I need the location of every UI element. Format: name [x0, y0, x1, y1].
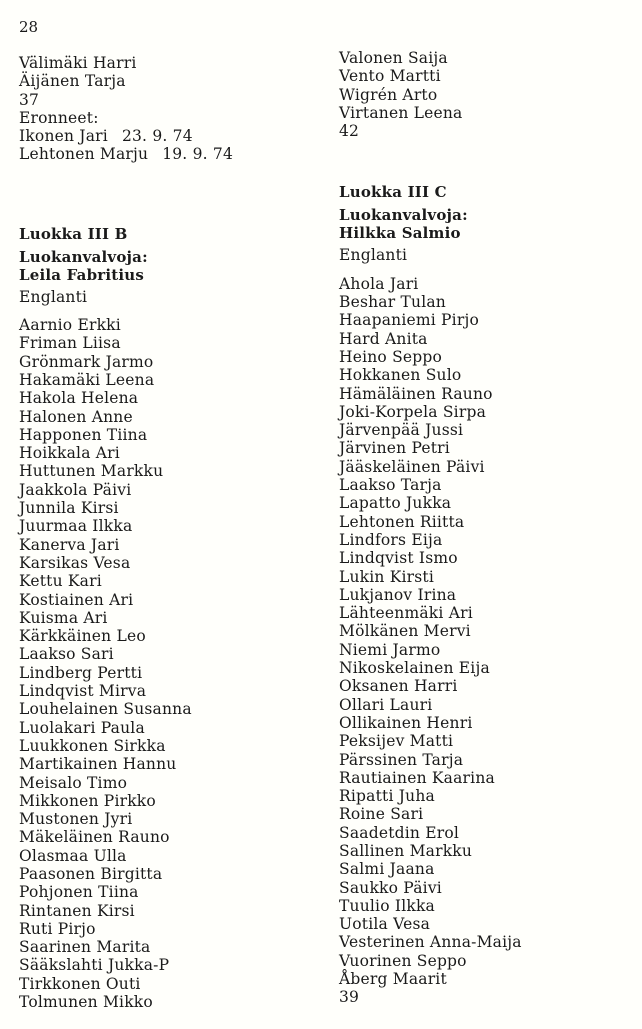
class-count: 39 — [339, 988, 360, 1007]
student-name: Roine Sari — [339, 805, 424, 824]
student-name: Ollari Lauri — [339, 695, 433, 714]
list-item: Wigrén Arto — [339, 85, 438, 104]
student-name: Kärkkäinen Leo — [19, 627, 146, 646]
student-name: Mustonen Jyri — [19, 810, 133, 829]
student-name: Hämäläinen Rauno — [339, 384, 493, 403]
class-title: Luokka III B — [19, 224, 128, 243]
withdrawn-label: Eronneet: — [19, 108, 99, 127]
withdrawn-date: 19. 9. 74 — [162, 145, 234, 164]
student-list — [339, 275, 629, 989]
student-name: Mikkonen Pirkko — [19, 791, 156, 810]
withdrawn-item — [19, 145, 319, 163]
student-name: Saarinen Marita — [19, 938, 151, 957]
student-name: Sallinen Markku — [339, 841, 473, 860]
list-item: Välimäki Harri — [19, 54, 137, 72]
student-name: Oksanen Harri — [339, 677, 458, 696]
student-name: Saukko Päivi — [339, 878, 442, 897]
student-name: Pärssinen Tarja — [339, 750, 464, 769]
student-name: Lindfors Eija — [339, 530, 443, 549]
student-name: Martikainen Hannu — [19, 755, 177, 774]
student-name: Paasonen Birgitta — [19, 864, 163, 883]
class-title: Luokka III C — [339, 183, 447, 202]
language: Englanti — [19, 287, 88, 306]
right-column — [339, 49, 629, 1007]
student-name: Joki-Korpela Sirpa — [339, 402, 487, 421]
student-name: Lähteenmäki Ari — [339, 604, 473, 623]
student-name: Laakso Tarja — [339, 476, 442, 495]
student-name: Olasmaa Ulla — [19, 846, 127, 865]
list-item: Virtanen Leena — [339, 103, 463, 122]
student-name: Ollikainen Henri — [339, 713, 473, 732]
student-name: Rautiainen Kaarina — [339, 768, 495, 787]
student-name: Lindberg Pertti — [19, 663, 143, 682]
student-name: Uotila Vesa — [339, 915, 431, 934]
student-name: Heino Seppo — [339, 347, 443, 366]
student-name: Huttunen Markku — [19, 462, 164, 481]
student-name: Louhelainen Susanna — [19, 700, 192, 719]
page-number: 28 — [19, 18, 39, 36]
student-name: Mölkänen Mervi — [339, 622, 471, 641]
student-name: Ruti Pirjo — [19, 919, 96, 938]
student-name: Mäkeläinen Rauno — [19, 828, 170, 847]
student-name: Åberg Maarit — [339, 970, 447, 989]
student-name: Luukkonen Sirkka — [19, 736, 166, 755]
withdrawn-name: Lehtonen Marju — [19, 145, 149, 164]
student-name: Tolmunen Mikko — [19, 993, 153, 1012]
class-section-iii-c — [339, 182, 629, 1006]
student-name: Jaakkola Päivi — [19, 480, 132, 499]
student-name: Rintanen Kirsi — [19, 901, 135, 920]
student-name: Haapaniemi Pirjo — [339, 311, 479, 330]
student-name: Juurmaa Ilkka — [19, 517, 133, 536]
supervisor-label: Luokanvalvoja: — [19, 247, 148, 266]
student-name: Pohjonen Tiina — [19, 883, 139, 902]
list-item: Äijänen Tarja — [19, 72, 126, 91]
supervisor-label: Luokanvalvoja: — [339, 206, 468, 225]
student-name: Lehtonen Riitta — [339, 512, 465, 531]
student-name: Laakso Sari — [19, 645, 114, 664]
student-name: Friman Liisa — [19, 334, 121, 353]
withdrawn-name: Ikonen Jari — [19, 127, 108, 146]
student-name: Grönmark Jarmo — [19, 352, 154, 371]
class-count: 37 — [19, 90, 40, 109]
student-name: Sääkslahti Jukka-P — [19, 956, 170, 975]
student-name: Hard Anita — [339, 329, 428, 348]
student-name: Niemi Jarmo — [339, 640, 441, 659]
student-name: Kuisma Ari — [19, 608, 108, 627]
student-name: Järvinen Petri — [339, 439, 450, 458]
student-name: Nikoskelainen Eija — [339, 659, 490, 678]
student-name: Vuorinen Seppo — [339, 951, 467, 970]
student-name: Tuulio Ilkka — [339, 896, 435, 915]
student-name: Järvenpää Jussi — [339, 421, 464, 440]
student-name: Meisalo Timo — [19, 773, 128, 792]
student-name: Aarnio Erkki — [19, 316, 121, 335]
student-name: Luolakari Paula — [19, 718, 145, 737]
student-name: Kanerva Jari — [19, 535, 120, 554]
student-name: Lapatto Jukka — [339, 494, 452, 513]
withdrawn-item — [19, 127, 319, 145]
student-name: Jääskeläinen Päivi — [339, 457, 485, 476]
student-name: Karsikas Vesa — [19, 553, 131, 572]
student-list — [19, 316, 319, 1011]
student-name: Hokkanen Sulo — [339, 366, 462, 385]
student-name: Hakamäki Leena — [19, 370, 155, 389]
student-name: Lukin Kirsti — [339, 567, 435, 586]
language: Englanti — [339, 246, 408, 265]
student-name: Beshar Tulan — [339, 293, 446, 312]
class-section-iii-b — [19, 224, 319, 1012]
student-name: Ahola Jari — [339, 274, 419, 293]
student-name: Vesterinen Anna-Maija — [339, 933, 522, 952]
left-column — [19, 54, 319, 1011]
student-name: Happonen Tiina — [19, 425, 148, 444]
student-name: Salmi Jaana — [339, 860, 435, 879]
student-name: Kettu Kari — [19, 572, 102, 591]
student-name: Peksijev Matti — [339, 732, 454, 751]
student-name: Junnila Kirsi — [19, 499, 119, 518]
student-name: Saadetdin Erol — [339, 823, 460, 842]
student-name: Ripatti Juha — [339, 787, 435, 806]
student-name: Lindqvist Ismo — [339, 549, 458, 568]
withdrawn-date: 23. 9. 74 — [121, 127, 193, 146]
student-name: Lukjanov Irina — [339, 585, 457, 604]
student-name: Lindqvist Mirva — [19, 682, 147, 701]
student-name: Tirkkonen Outi — [19, 974, 141, 993]
student-name: Halonen Anne — [19, 407, 133, 426]
supervisor-name: Leila Fabritius — [19, 265, 145, 284]
student-name: Hoikkala Ari — [19, 444, 120, 463]
list-item: Vento Martti — [339, 67, 441, 86]
student-name: Hakola Helena — [19, 389, 139, 408]
list-item: Valonen Saija — [339, 49, 448, 67]
class-count: 42 — [339, 122, 360, 141]
student-name: Kostiainen Ari — [19, 590, 134, 609]
supervisor-name: Hilkka Salmio — [339, 224, 461, 243]
